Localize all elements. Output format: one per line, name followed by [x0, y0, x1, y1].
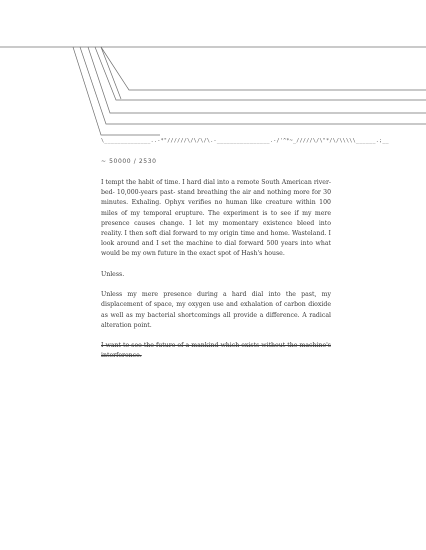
ascii-glyph-line: \______________..-*"//////\/\/\/\.-________________.-/'^*~_/////\/\"*/\/\\\\\______.;__	[101, 138, 389, 144]
decorative-line-art	[0, 0, 426, 160]
paragraph: Unless.	[101, 270, 125, 278]
body-text	[101, 178, 331, 372]
paragraph: I tempt the habit of time. I hard dial into a remote South American river-bed- 10,000-years past- stand breathing the air and nothing more for 30 minutes. Exhaling. Ophyx verifies no human like creature within 100 miles of my temporal erupture. The experiment is to see if my mere presence causes change. I let my momentary existence bleed into reality. I then soft dial forward to my origin time and home. Wasteland. I look around and I set the machine to dial forward 500 years into what would be my own future in the exact spot of Hash's house.	[101, 179, 331, 258]
paragraph: Unless my mere presence during a hard dial into the past, my displacement of space, my oxygen use and exhalation of carbon dioxide as well as my bacterial shortcomings all provide a difference. A radical alteration point.	[101, 291, 331, 329]
date-code: ~ 50000 / 2530	[101, 158, 157, 165]
struck-paragraph: I want to see the future of a mankind which exists without the machine's interference.	[101, 342, 331, 360]
